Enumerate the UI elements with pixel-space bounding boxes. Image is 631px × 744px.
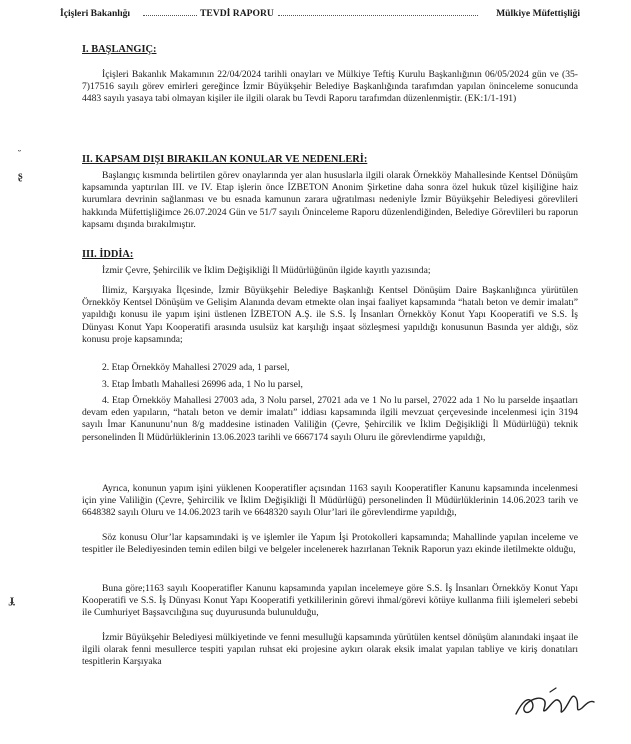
margin-mark: ᵕ <box>18 146 21 157</box>
header-inspectorate: Mülkiye Müfettişliği <box>496 8 580 19</box>
header-dots-1 <box>143 8 197 16</box>
section-2-title: II. KAPSAM DIŞI BIRAKILAN KONULAR VE NEDENLERİ: <box>82 154 368 165</box>
section-3-paragraph-3: 4. Etap Örnekköy Mahallesi 27003 ada, 3 Nolu parsel, 27021 ada ve 1 No lu parsel, 27022 ada 1 No lu parselde inşaatları devam eden yapıların, “hatalı beton ve demir imalatı” iddiası kapsamında ilgili mevzuat çerçevesinde incelenmesi için 3194 sayılı İmar Kanununu’nun 8/g maddesine istinaden Valiliğin (Çevre, Şehircilik ve İklim Değişikliği İl Müdürlüğü) teknik personelinden İl Müdürlüklerinin 13.06.2023 tarihli ve 6667174 sayılı Oluru ile görevlendirme yapıldığı, <box>82 395 578 443</box>
list-item: 3. Etap İmbatlı Mahallesi 26996 ada, 1 No lu parsel, <box>102 379 303 390</box>
section-3-paragraph-2: İlimiz, Karşıyaka İlçesinde, İzmir Büyükşehir Belediye Başkanlığı Kentsel Dönüşüm Daire Başkanlığınca yürütülen Örnekköy Kentsel Dönüşüm ve Gelişim Alanında devam etmekte olan inşai faaliyet kapsamında “hatalı beton ve demir imalatı” yapıldığı konusu ile yapım işini üstlenen İZBETON A.Ş. ile S.S. İş İnsanları Örnekköy Konut Yapı Kooperatifi ve S.S. İş Dünyası Konut Yapı Kooperatifi arasında usulsüz kat karşılığı inşaat sözleşmesi yapıldığı konusunun Basında yer aldığı, söz konusu proje kapsamında; <box>82 285 578 345</box>
signature <box>510 680 598 724</box>
header-report-title: TEVDİ RAPORU <box>200 8 274 19</box>
section-3-paragraph-4: Ayrıca, konunun yapım işini yüklenen Kooperatifler açısından 1163 sayılı Kooperatifler Kanunu kapsamında incelenmesi için yine Valiliğin (Çevre, Şehircilik ve İklim Değişikliği İl Müdürlüğü) personelinden İl Müdürlüklerinin 14.06.2023 tarih ve 6648382 sayılı Oluru ve 14.06.2023 tarih ve 6648320 sayılı Olur’lari ile görevlendirme yapıldığı, <box>82 483 578 519</box>
section-3-paragraph-1: İzmir Çevre, Şehircilik ve İklim Değişikliği İl Müdürlüğünün ilgide kayıtlı yazısında; <box>102 265 431 276</box>
section-3-paragraph-5: Söz konusu Olur’lar kapsamındaki iş ve işlemler ile Yapım İşi Protokolleri kapsamında; Mahallinde yapılan inceleme ve tespitler ile Belediyesinden temin edilen bilgi ve belgeler incelenerek hazırlanan Teknik Raporun yazı ekinde iletilmekte olduğu, <box>82 532 578 556</box>
section-3-paragraph-6: Buna göre;1163 sayılı Kooperatifler Kanunu kapsamında yapılan incelemeye göre S.S. İş İnsanları Örnekköy Konut Yapı Kooperatifi ve S.S. İş Dünyası Konut Yapı Kooperatifi yetkililerinin görevi ihmal/görevi kötüye kullanma fiili işlemeleri sebebi ile Cumhuriyet Başsavcılığına suç duyurusunda bulunulduğu, <box>82 583 578 619</box>
signature-icon <box>510 680 598 724</box>
section-1-title: I. BAŞLANGIÇ: <box>82 44 157 55</box>
list-item: 2. Etap Örnekköy Mahallesi 27029 ada, 1 parsel, <box>102 362 290 373</box>
section-3-title: III. İDDİA: <box>82 249 134 260</box>
header-dots-2 <box>278 8 478 16</box>
report-header <box>60 8 580 24</box>
margin-mark: ɟ̣ <box>10 592 14 606</box>
section-3-paragraph-7: İzmir Büyükşehir Belediyesi mülkiyetinde ve fenni mesulluğü kapsamında yürütülen kentsel dönüşüm alanındaki inşaat ile ilgili olarak fenni mesullerce tespiti yapılan ruhsat eki projesine aykırı olarak eksik imalat yapılan tabliye ve kiriş donatıları tespitlerin Karşıyaka <box>82 632 578 668</box>
section-1-text: İçişleri Bakanlık Makamının 22/04/2024 tarihli onayları ve Mülkiye Teftiş Kurulu Başkanlığının 06/05/2024 gün ve (35-7)17516 sayılı görev emirleri gereğince İzmir Büyükşehir Belediye Başkanlığında tarafımdan yapılan öninceleme sonucunda 4483 sayılı yasaya tabi olmayan kişiler ile ilgili olarak bu Tevdi Raporu tarafımdan düzenlenmiştir. (EK:1/1-191) <box>82 69 578 105</box>
header-ministry: İçişleri Bakanlığı <box>60 8 131 19</box>
section-2-text: Başlangıç kısmında belirtilen görev onaylarında yer alan hususlarla ilgili olarak Örnekköy Mahallesinde Kentsel Dönüşüm kapsamında yaptırılan III. ve IV. Etap işlerin önce İZBETON Anonim Şirketine daha sonra özel hukuk tüzel kişiliğine haiz kurumlara devrinin sağlanması ve bu esnada kamunun zarara uğratılması nedeniyle İzmir Büyükşehir Belediyesi görevlileri hakkında Müfettişliğimce 26.07.2024 Gün ve 51/7 sayılı Öninceleme Raporu düzenlendiğinden, Belediye Görevlileri bu raporun kapsamı dışında bırakılmıştır. <box>82 170 578 230</box>
margin-mark: ʂ <box>18 168 23 182</box>
